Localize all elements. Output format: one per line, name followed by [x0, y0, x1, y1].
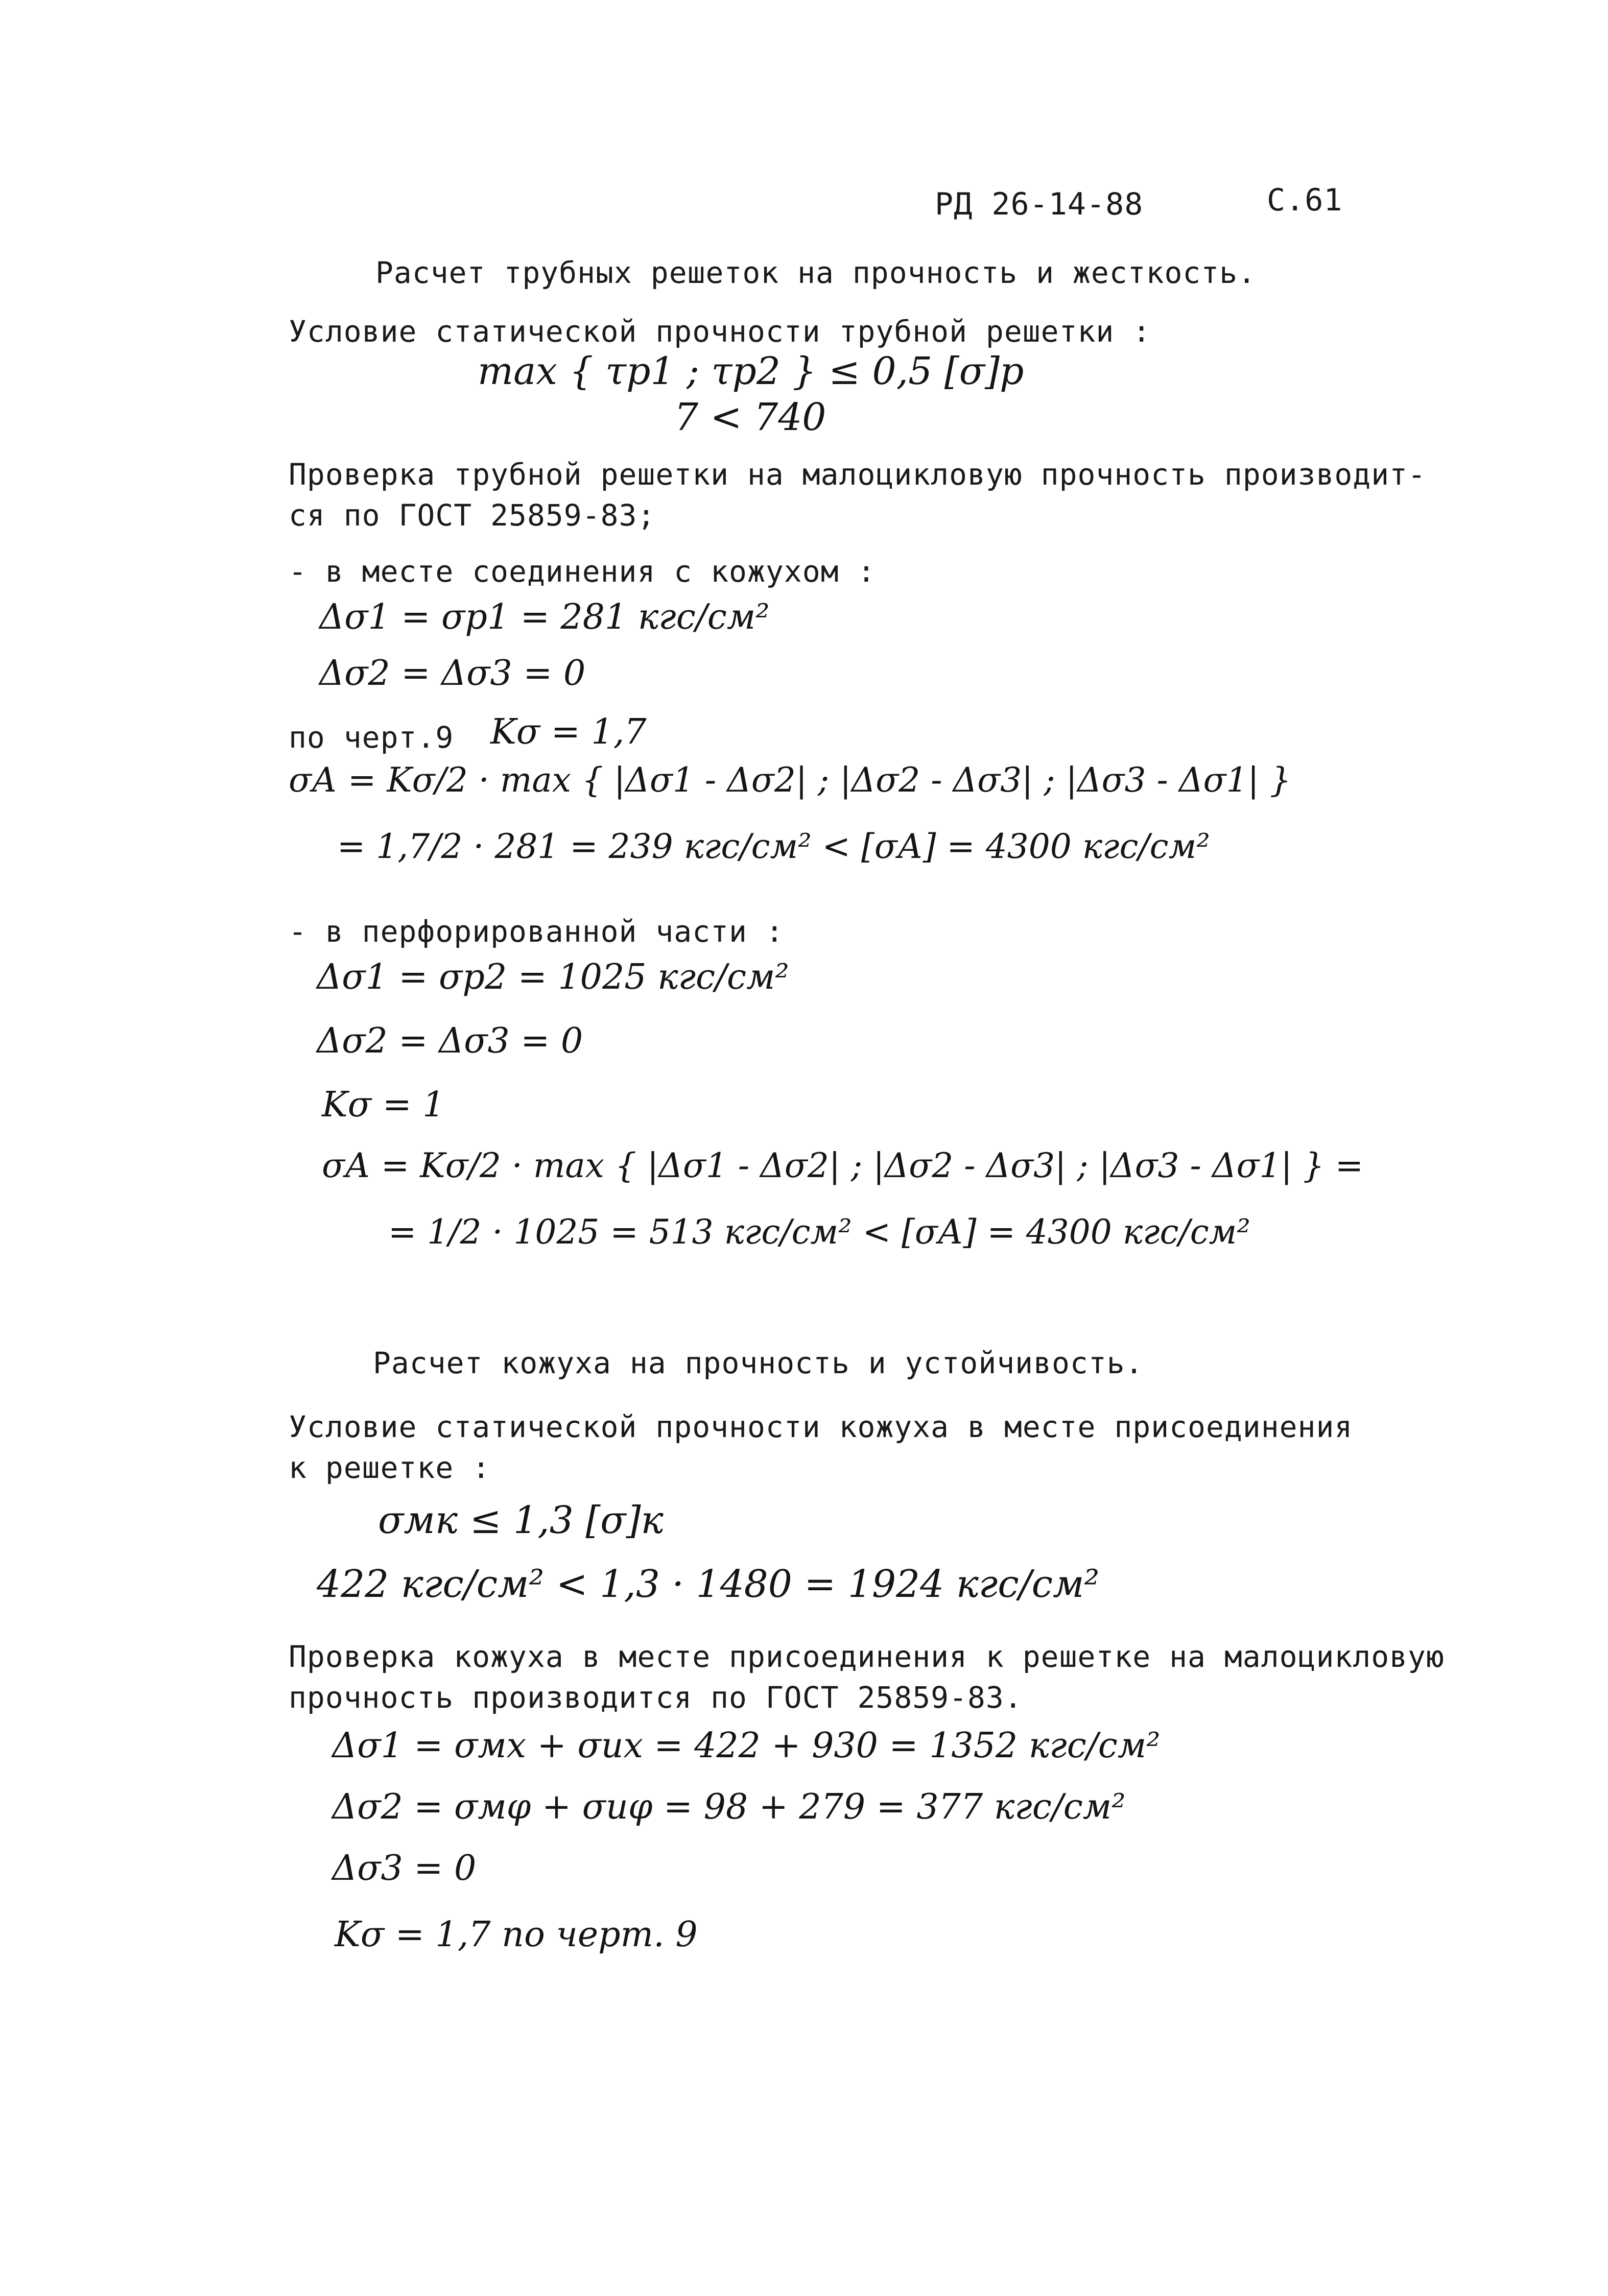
perforated-delta-sigma2: Δσ2 = Δσ3 = 0 — [317, 1021, 583, 1061]
formula-values-7-740: 7 < 740 — [674, 395, 826, 439]
k-sigma-value: Kσ = 1,7 — [490, 712, 647, 752]
perforated-formula-sigma-a: σА = Kσ/2 · max { |Δσ1 - Δσ2| ; |Δσ2 - Δσ3| ; |Δσ3 - Δσ1| } = — [322, 1146, 1364, 1185]
shell-delta-sigma3: Δσ3 = 0 — [332, 1848, 477, 1888]
page-number: С.61 — [1267, 182, 1343, 218]
shell-joint-label: - в месте соединения с кожухом : — [289, 554, 876, 589]
perforated-formula-sigma-a-result: = 1/2 · 1025 = 513 кгс/см² < [σА] = 4300 кгс/см² — [388, 1212, 1250, 1252]
section-title-tube-sheets: Расчет трубных решеток на прочность и жесткость. — [375, 255, 1257, 290]
shell-k-sigma: Kσ = 1,7 по черт. 9 — [335, 1915, 698, 1955]
formula-delta-sigma1: Δσ1 = σр1 = 281 кгс/см² — [319, 597, 770, 637]
shell-formula-condition-values: 422 кгс/см² < 1,3 · 1480 = 1924 кгс/см² — [317, 1562, 1100, 1606]
shell-static-condition-line2: к решетке : — [289, 1450, 491, 1485]
perforated-part-label: - в перфорированной части : — [289, 914, 784, 949]
perforated-delta-sigma1: Δσ1 = σр2 = 1025 кгс/см² — [317, 957, 789, 997]
formula-sigma-a-result: = 1,7/2 · 281 = 239 кгс/см² < [σА] = 4300 кгс/см² — [337, 827, 1210, 866]
perforated-k-sigma: Kσ = 1 — [322, 1085, 445, 1125]
shell-static-condition-line1: Условие статической прочности кожуха в месте присоединения — [289, 1409, 1353, 1444]
lowcycle-check-text-line2: ся по ГОСТ 25859-83; — [289, 498, 656, 533]
chart-reference: по черт.9 — [289, 720, 454, 755]
shell-lowcycle-text-line2: прочность производится по ГОСТ 25859-83. — [289, 1680, 1023, 1715]
shell-lowcycle-text-line1: Проверка кожуха в месте присоединения к решетке на малоцикловую — [289, 1639, 1445, 1674]
static-strength-condition-label: Условие статической прочности трубной решетки : — [289, 314, 1151, 349]
document-code: РД 26-14-88 — [935, 186, 1144, 222]
lowcycle-check-text-line1: Проверка трубной решетки на малоцикловую прочность производит- — [289, 457, 1426, 492]
shell-formula-condition: σмк ≤ 1,3 [σ]к — [378, 1498, 664, 1542]
shell-delta-sigma1: Δσ1 = σмх + σих = 422 + 930 = 1352 кгс/см² — [332, 1726, 1161, 1766]
formula-max-tau: max { τр1 ; τр2 } ≤ 0,5 [σ]р — [478, 349, 1024, 393]
formula-delta-sigma2: Δσ2 = Δσ3 = 0 — [319, 653, 586, 693]
section-title-shell: Расчет кожуха на прочность и устойчивость. — [373, 1346, 1144, 1380]
shell-delta-sigma2: Δσ2 = σмφ + σиφ = 98 + 279 = 377 кгс/см² — [332, 1787, 1126, 1827]
formula-sigma-a: σА = Kσ/2 · max { |Δσ1 - Δσ2| ; |Δσ2 - Δσ3| ; |Δσ3 - Δσ1| } — [289, 760, 1291, 800]
